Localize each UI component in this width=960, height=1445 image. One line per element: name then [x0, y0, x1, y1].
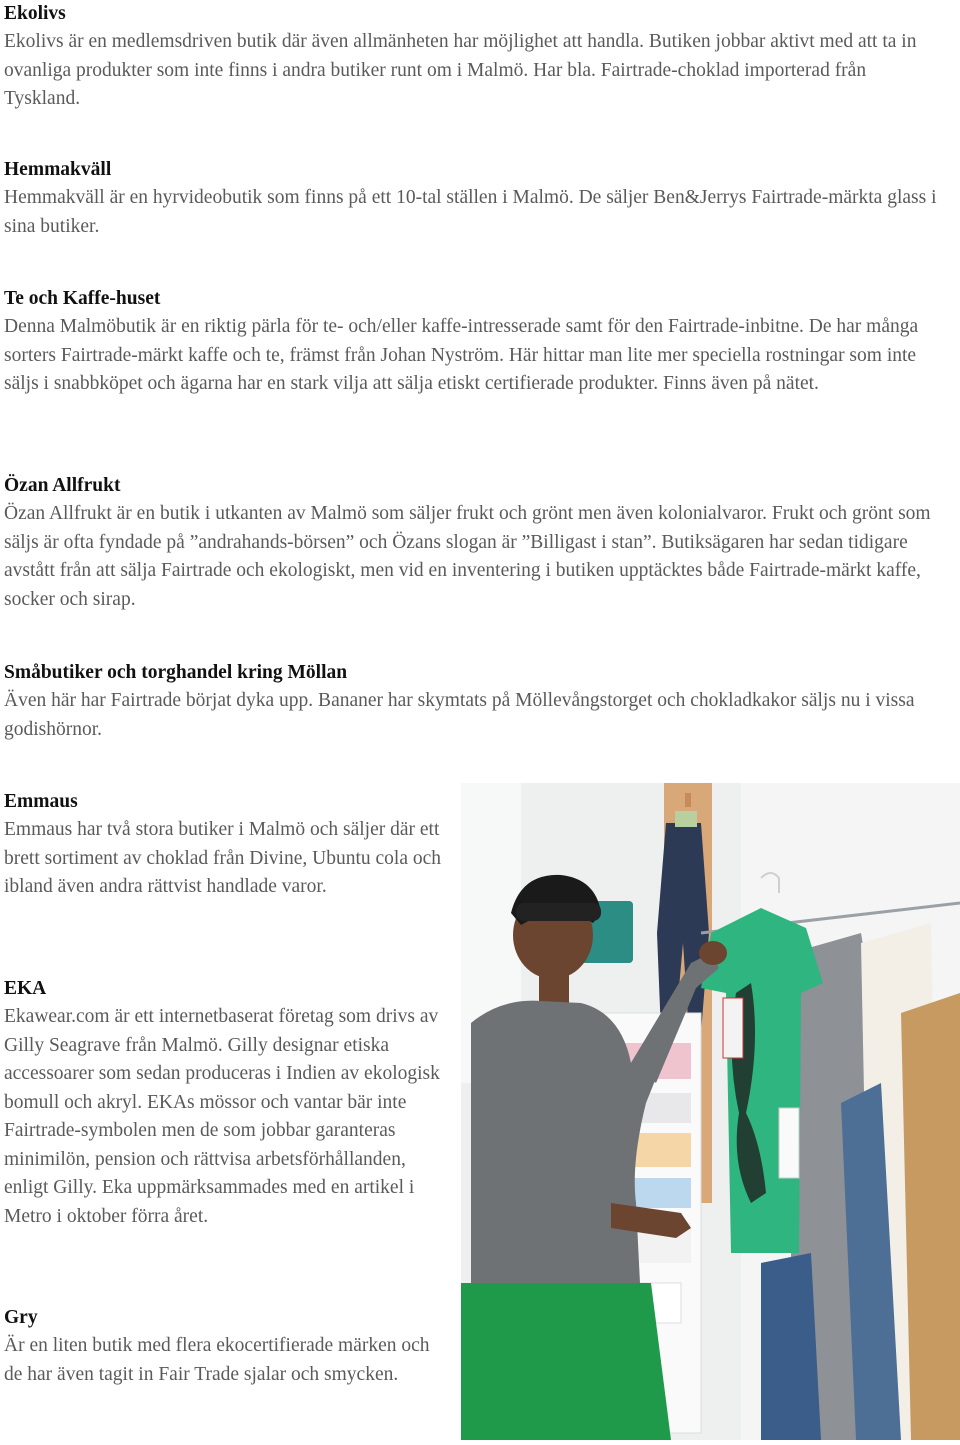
section-gry: [4, 1304, 444, 1389]
section-title: Småbutiker och torghandel kring Möllan: [4, 662, 348, 683]
shop-photo-illustration: [461, 783, 960, 1440]
section-emmaus: [4, 788, 444, 902]
section-body: Emmaus har två stora butiker i Malmö och säljer där ett brett sortiment av choklad från Divine, Ubuntu cola och ibland även andra rättvist handlade varor.: [4, 819, 441, 897]
section-title: Emmaus: [4, 791, 78, 812]
section-body: Även här har Fairtrade börjat dyka upp. Bananer har skymtats på Möllevångstorget och chokladkakor säljs nu i vissa godishörnor.: [4, 690, 915, 740]
section-title: Te och Kaffe-huset: [4, 288, 161, 309]
section-body: Är en liten butik med flera ekocertifierade märken och de har även tagit in Fair Trade sjalar och smycken.: [4, 1335, 430, 1385]
section-body: Ekawear.com är ett internetbaserat företag som drivs av Gilly Seagrave från Malmö. Gilly designar etiska accessoarer som sedan produceras i Indien av ekologisk bomull och akryl. EKAs mössor och vantar bär inte Fairtrade-symbolen men de som jobbar garanteras minimilön, pension och rättvisa arbetsförhållanden, enligt Gilly. Eka uppmärksammades med en artikel i Metro i oktober förra året.: [4, 1006, 440, 1227]
section-eka: [4, 975, 444, 1231]
section-te-och-kaffe-huset: [4, 285, 944, 399]
section-smabutiker: [4, 659, 944, 744]
section-body: Hemmakväll är en hyrvideobutik som finns på ett 10-tal ställen i Malmö. De säljer Ben&Jerrys Fairtrade-märkta glass i sina butiker.: [4, 187, 937, 237]
shop-photo: [461, 783, 960, 1440]
section-title: Gry: [4, 1307, 38, 1328]
section-title: Özan Allfrukt: [4, 475, 121, 496]
section-title: Ekolivs: [4, 3, 66, 24]
section-title: Hemmakväll: [4, 159, 112, 180]
section-body: Ekolivs är en medlemsdriven butik där även allmänheten har möjlighet att handla. Butiken jobbar aktivt med att ta in ovanliga produkter som inte finns i andra butiker runt om i Malmö. Har bla. Fairtrade-choklad importerad från Tyskland.: [4, 31, 917, 109]
woman-skirt: [461, 1283, 671, 1440]
section-body: Denna Malmöbutik är en riktig pärla för te- och/eller kaffe-intresserade samt för den Fairtrade-inbitne. De har många sorters Fairtrade-märkt kaffe och te, främst från Johan Nyström. Här hittar man lite mer speciella rostningar som inte säljs i snabbköpet och ägarna har en stark vilja att sälja etiskt certifierade produkter. Finns även på nätet.: [4, 316, 919, 394]
section-hemmakvall: [4, 156, 944, 241]
section-body: Özan Allfrukt är en butik i utkanten av Malmö som säljer frukt och grönt men även kolonialvaror. Frukt och grönt som säljs är ofta fyndade på ”andrahands-börsen” och Özans slogan är ”Billigast i stan”. Butiksägaren har sedan tidigare avstått från att sälja Fairtrade och ekologiskt, men vid en inventering i butiken upptäcktes både Fairtrade-märkt kaffe, socker och sirap.: [4, 503, 931, 610]
section-title: EKA: [4, 978, 47, 999]
section-ozan-allfrukt: [4, 472, 944, 614]
section-ekolivs: [4, 0, 944, 114]
